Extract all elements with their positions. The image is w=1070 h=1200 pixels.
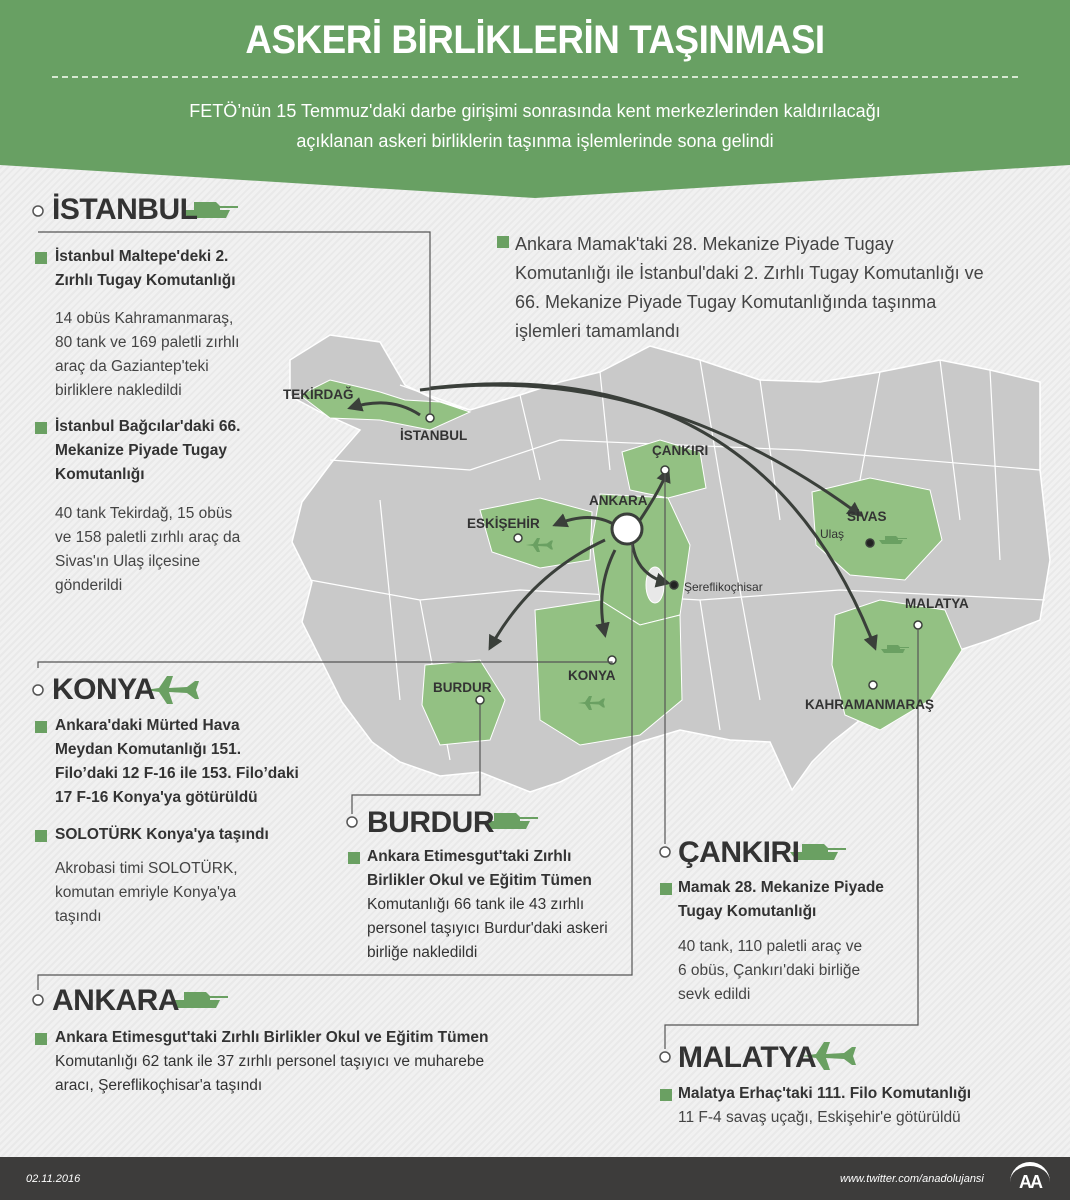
line: aracı, Şereflikoçhisar'a taşındı [55, 1077, 263, 1094]
line: Komutanlığı [55, 466, 145, 483]
istanbul-body-1 [55, 307, 239, 403]
divider [52, 76, 1018, 78]
line: personel taşıyıcı Burdur'daki askeri [367, 920, 608, 937]
footer [0, 1157, 1070, 1200]
line: 40 tank, 110 paletli araç ve [678, 938, 863, 955]
line: gönderildi [55, 577, 123, 594]
line: Akrobasi timi SOLOTÜRK, [55, 860, 238, 877]
istanbul-item-1 [55, 245, 236, 293]
bullet-square [35, 1033, 47, 1045]
line: Sivas'ın Ulaş ilçesine [55, 553, 201, 570]
subtitle-line: FETÖ’nün 15 Temmuz'daki darbe girişimi sonrasında kent merkezlerinden kaldırılacağı [189, 101, 881, 121]
line: Ankara'daki Mürted Hava [55, 717, 240, 734]
page-title: ASKERİ BİRLİKLERİN TAŞINMASI [245, 18, 825, 62]
line: Zırhlı Tugay Komutanlığı [55, 272, 236, 289]
line: Ankara Etimesgut'taki Zırhlı [367, 848, 572, 865]
bullet-square [497, 236, 509, 248]
line: 6 obüs, Çankırı'daki birliğe [678, 962, 861, 979]
map-label-ankara: ANKARA [589, 493, 648, 508]
map-label-kahramanmaras: KAHRAMANMARAŞ [805, 697, 934, 712]
malatya-item-1: Malatya Erhaç'taki 111. Filo Komutanlığı [678, 1085, 972, 1102]
istanbul-item-2 [55, 415, 240, 487]
bullet-square [35, 721, 47, 733]
section-title-istanbul: İSTANBUL [52, 193, 198, 226]
line: taşındı [55, 908, 102, 925]
map-label-sereflikochisar: Şereflikoçhisar [684, 580, 763, 594]
subtitle-line: açıklanan askeri birliklerin taşınma işlemlerinde sona gelindi [296, 131, 774, 151]
footer-url[interactable]: www.twitter.com/anadolujansi [840, 1173, 984, 1185]
ankara-item [55, 1026, 489, 1098]
line: Filo’daki 12 F-16 ile 153. Filo’daki [55, 765, 299, 782]
line: İstanbul Maltepe'deki 2. [55, 248, 229, 265]
bullet-square [348, 852, 360, 864]
map-label-eskisehir: ESKİŞEHİR [467, 516, 540, 531]
line: Komutanlığı 62 tank ile 37 zırhlı personel taşıyıcı ve muharebe [55, 1053, 485, 1070]
line: sevk edildi [678, 986, 751, 1003]
konya-body-2 [55, 857, 238, 929]
summary-line: 66. Mekanize Piyade Tugay Komutanlığında taşınma [515, 292, 937, 312]
line: Mekanize Piyade Tugay [55, 442, 227, 459]
map-label-konya: KONYA [568, 668, 616, 683]
cankiri-item-1 [678, 876, 884, 924]
line: 14 obüs Kahramanmaraş, [55, 310, 234, 327]
line: Komutanlığı 66 tank ile 43 zırhlı [367, 896, 585, 913]
summary-text [515, 230, 1055, 346]
section-title-ankara: ANKARA [52, 984, 179, 1017]
map-label-sivas: SİVAS [847, 509, 887, 524]
bullet-square [660, 1089, 672, 1101]
map-label-tekirdag: TEKİRDAĞ [283, 387, 354, 402]
section-title-konya: KONYA [52, 673, 156, 706]
summary-line: Komutanlığı ile İstanbul'daki 2. Zırhlı Tugay Komutanlığı ve [515, 263, 984, 283]
konya-item-1 [55, 714, 299, 810]
line: 17 F-16 Konya'ya götürüldü [55, 789, 258, 806]
tank-icon [172, 992, 228, 1008]
konya-item-2: SOLOTÜRK Konya'ya taşındı [55, 826, 269, 843]
line: Mamak 28. Mekanize Piyade [678, 879, 884, 896]
bullet-square [35, 830, 47, 842]
line: 80 tank ve 169 paletli zırhlı [55, 334, 240, 351]
bullet-square [660, 883, 672, 895]
line: araç da Gaziantep'teki [55, 358, 209, 375]
line: Ankara Etimesgut'taki Zırhlı Birlikler Okul ve Eğitim Tümen [55, 1029, 489, 1046]
map-label-cankiri: ÇANKIRI [652, 443, 709, 458]
bullet-square [35, 252, 47, 264]
line: birliklere nakledildi [55, 382, 182, 399]
aa-logo: AA [1010, 1162, 1050, 1196]
line: Tugay Komutanlığı [678, 903, 817, 920]
summary-line: işlemleri tamamlandı [515, 321, 681, 341]
subtitle [0, 96, 1070, 156]
section-title-burdur: BURDUR [367, 806, 494, 839]
line: birliğe nakledildi [367, 944, 478, 961]
footer-date: 02.11.2016 [26, 1173, 81, 1185]
section-title-cankiri: ÇANKIRI [678, 836, 800, 869]
turkey-map [290, 335, 1050, 792]
map-label-malatya: MALATYA [905, 596, 969, 611]
line: Meydan Komutanlığı 151. [55, 741, 242, 758]
line: Birlikler Okul ve Eğitim Tümen [367, 872, 592, 889]
map-label-ulas: Ulaş [820, 527, 845, 541]
map-label-istanbul: İSTANBUL [400, 428, 468, 443]
line: ve 158 paletli zırhlı araç da [55, 529, 241, 546]
section-title-malatya: MALATYA [678, 1041, 817, 1074]
map-label-burdur: BURDUR [433, 680, 492, 695]
line: İstanbul Bağcılar'daki 66. [55, 418, 241, 435]
summary-line: Ankara Mamak'taki 28. Mekanize Piyade Tugay [515, 234, 894, 254]
bullet-square [35, 422, 47, 434]
line: 40 tank Tekirdağ, 15 obüs [55, 505, 233, 522]
malatya-body-1: 11 F-4 savaş uçağı, Eskişehir'e götürüldü [678, 1109, 961, 1126]
line: komutan emriyle Konya'ya [55, 884, 237, 901]
burdur-item [367, 845, 608, 965]
istanbul-body-2 [55, 502, 240, 598]
cankiri-body-1 [678, 935, 862, 1007]
